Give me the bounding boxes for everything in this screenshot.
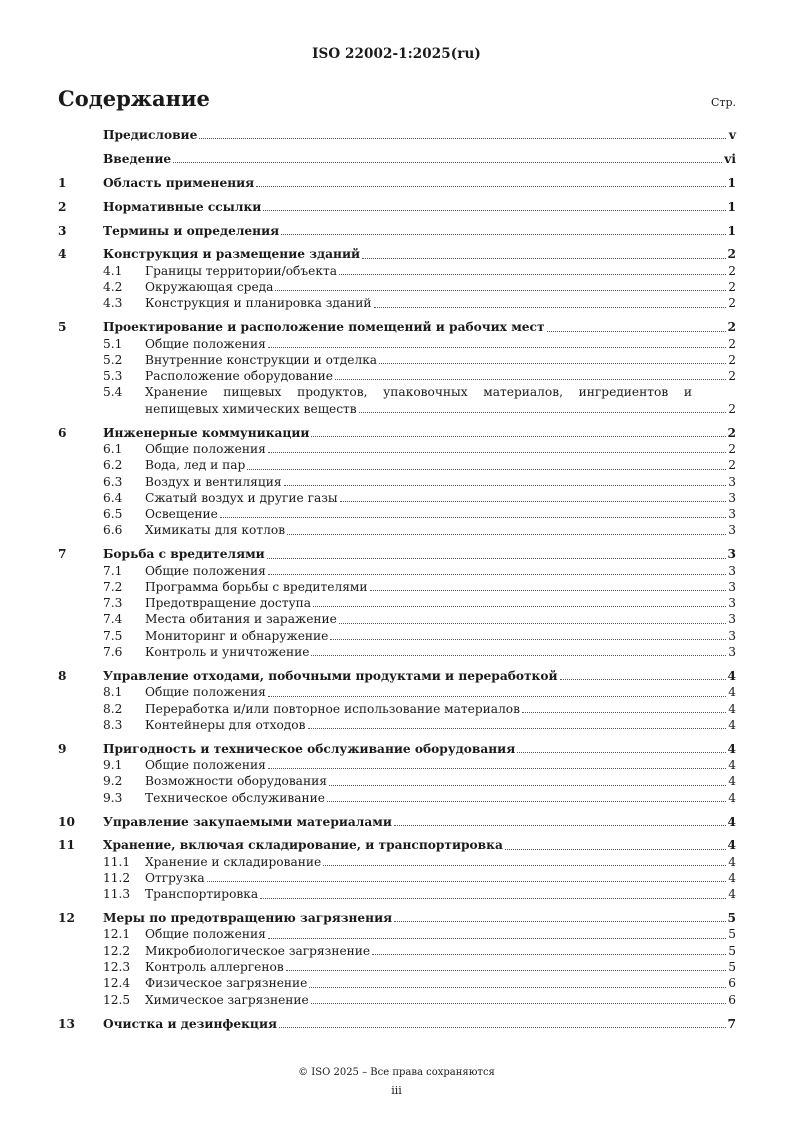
- dot-leader: [335, 379, 726, 380]
- dot-leader: [207, 881, 726, 882]
- toc-entry-number: 11.1: [103, 854, 131, 869]
- toc-entry[interactable]: [58, 854, 736, 870]
- dot-leader: [287, 534, 726, 535]
- toc-entry-title: Контейнеры для отходов: [145, 717, 306, 732]
- toc-entry-title: Внутренние конструкции и отделка: [145, 352, 378, 367]
- toc-entry-page: vi: [724, 151, 736, 166]
- toc-entry-number: 11.3: [103, 887, 131, 902]
- toc-entry-number: 4: [58, 247, 67, 262]
- toc-entry-page: 2: [728, 401, 736, 416]
- toc-entry[interactable]: [58, 263, 736, 279]
- dot-leader: [309, 987, 726, 988]
- toc-entry-page: 5: [728, 960, 736, 975]
- dot-leader: [268, 768, 726, 769]
- toc-entry[interactable]: [58, 668, 736, 684]
- toc-entry[interactable]: [58, 368, 736, 384]
- dot-leader: [323, 865, 726, 866]
- toc-entry-page: 7: [727, 1016, 736, 1031]
- toc-entry-page: 1: [727, 223, 736, 238]
- dot-leader: [313, 606, 726, 607]
- toc-entry-page: 4: [727, 668, 736, 683]
- dot-leader: [394, 825, 726, 826]
- toc-entry[interactable]: [58, 579, 736, 595]
- toc-entry[interactable]: [58, 701, 736, 717]
- toc-entry-title: Контроль и уничтожение: [145, 645, 310, 660]
- toc-entry-title: Управление отходами, побочными продуктами и переработкой: [103, 668, 558, 683]
- dot-leader: [267, 558, 726, 559]
- toc-entry-title: Программа борьбы с вредителями: [145, 579, 368, 594]
- toc-entry-number: 6.4: [103, 490, 123, 505]
- toc-entry-number: 12: [58, 911, 75, 926]
- toc-entry-title: Общие положения: [145, 563, 266, 578]
- toc-entry[interactable]: [58, 790, 736, 806]
- toc-entry[interactable]: [58, 943, 736, 959]
- toc-entry[interactable]: [58, 441, 736, 457]
- dot-leader: [359, 412, 726, 413]
- toc-entry-page: 2: [728, 296, 736, 311]
- footer-copyright: © ISO 2025 – Все права сохраняются: [298, 1067, 495, 1078]
- table-of-contents: [58, 127, 736, 1032]
- toc-entry-title: Управление закупаемыми материалами: [103, 814, 392, 829]
- dot-leader: [329, 785, 726, 786]
- toc-entry[interactable]: [58, 246, 736, 262]
- toc-entry-page: 2: [727, 425, 736, 440]
- toc-entry-number: 7.1: [103, 563, 123, 578]
- toc-entry-page: 2: [727, 320, 736, 335]
- toc-entry-page: 4: [728, 717, 736, 732]
- toc-entry-page: 4: [728, 774, 736, 789]
- toc-entry-number: 9: [58, 741, 67, 756]
- toc-entry-title: Окружающая среда: [145, 280, 274, 295]
- toc-entry[interactable]: [58, 741, 736, 757]
- toc-entry-number: 7.2: [103, 579, 123, 594]
- toc-entry-number: 5.3: [103, 369, 123, 384]
- toc-entry-number: 12.1: [103, 927, 131, 942]
- toc-entry[interactable]: [58, 127, 736, 143]
- toc-entry-title: Предотвращение доступа: [145, 596, 312, 611]
- toc-entry[interactable]: [58, 717, 736, 733]
- dot-leader: [340, 501, 726, 502]
- toc-entry-number: 7: [58, 547, 67, 562]
- dot-leader: [173, 162, 722, 163]
- toc-entry-number: 5: [58, 320, 67, 335]
- toc-entry-page: 4: [728, 685, 736, 700]
- toc-entry-page: 2: [728, 458, 736, 473]
- toc-entry[interactable]: [58, 1016, 736, 1032]
- toc-entry-title: Физическое загрязнение: [145, 976, 308, 991]
- toc-entry-title: Конструкция и размещение зданий: [103, 247, 361, 262]
- toc-entry-number: 4.3: [103, 296, 123, 311]
- toc-entry-title: Химикаты для котлов: [145, 523, 286, 538]
- toc-entry-page: 1: [727, 175, 736, 190]
- dot-leader: [281, 234, 725, 235]
- toc-entry-page: 3: [728, 474, 736, 489]
- toc-entry-title: Отгрузка: [145, 871, 205, 885]
- toc-entry[interactable]: [58, 175, 736, 191]
- toc-entry-title: Общие положения: [145, 927, 266, 942]
- toc-entry[interactable]: [58, 352, 736, 368]
- toc-entry-page: 1: [727, 199, 736, 214]
- page-column-label: Стр.: [710, 96, 736, 109]
- toc-entry-number: 6.3: [103, 474, 123, 489]
- toc-entry-title: Микробиологическое загрязнение: [145, 943, 371, 958]
- toc-entry-number: 11: [58, 838, 75, 853]
- toc-entry-title: Освещение: [145, 507, 218, 522]
- toc-entry-title: Инженерные коммуникации: [103, 425, 310, 440]
- toc-entry-number: 12.2: [103, 943, 131, 958]
- toc-entry-page: 4: [728, 758, 736, 773]
- toc-entry[interactable]: [58, 425, 736, 441]
- dot-leader: [263, 210, 725, 211]
- toc-entry-page: 3: [728, 523, 736, 538]
- dot-leader: [268, 696, 726, 697]
- toc-entry-title-continued: непищевых химических веществ: [145, 401, 357, 416]
- toc-entry-number: 11.2: [103, 871, 131, 885]
- toc-entry-number: 5.4: [103, 385, 123, 400]
- dot-leader: [308, 728, 727, 729]
- toc-entry[interactable]: [58, 975, 736, 991]
- toc-entry-page: 4: [728, 701, 736, 716]
- toc-entry-number: 9.3: [103, 790, 123, 805]
- dot-leader: [268, 938, 726, 939]
- dot-leader: [339, 623, 726, 624]
- toc-entry-page: 2: [728, 352, 736, 367]
- toc-entry[interactable]: [58, 814, 736, 830]
- dot-leader: [394, 921, 725, 922]
- toc-entry-title: Предисловие: [103, 128, 198, 142]
- toc-entry-title: Борьба с вредителями: [103, 547, 265, 562]
- dot-leader: [311, 1003, 726, 1004]
- toc-entry-number: 7.6: [103, 645, 123, 660]
- toc-entry-number: 8.2: [103, 701, 123, 716]
- footer-page-number: iii: [391, 1084, 402, 1097]
- dot-leader: [268, 574, 726, 575]
- dot-leader: [372, 954, 726, 955]
- toc-entry[interactable]: [58, 506, 736, 522]
- toc-title-row: [58, 86, 736, 111]
- dot-leader: [268, 347, 726, 348]
- toc-entry-page: 3: [728, 563, 736, 578]
- toc-entry[interactable]: [58, 457, 736, 473]
- dot-leader: [517, 752, 725, 753]
- toc-entry-number: 6.1: [103, 441, 123, 456]
- toc-entry-page: 3: [728, 612, 736, 627]
- toc-entry-page: 5: [728, 943, 736, 958]
- toc-entry-number: 7.5: [103, 628, 123, 643]
- toc-entry-title: Химическое загрязнение: [145, 992, 309, 1007]
- toc-entry-number: 6.2: [103, 458, 123, 473]
- dot-leader: [379, 363, 726, 364]
- dot-leader: [362, 258, 725, 259]
- toc-entry[interactable]: [58, 628, 736, 644]
- toc-entry-title: Хранение, включая складирование, и транспортировка: [103, 838, 503, 853]
- toc-entry-number: 7.3: [103, 596, 123, 611]
- toc-entry-page: 2: [728, 336, 736, 351]
- dot-leader: [199, 138, 726, 139]
- toc-entry[interactable]: [58, 522, 736, 538]
- toc-entry-page: 3: [728, 645, 736, 660]
- toc-entry-number: 4.1: [103, 263, 123, 278]
- toc-entry[interactable]: [58, 319, 736, 335]
- toc-entry-title: Контроль аллергенов: [145, 960, 284, 975]
- toc-entry-page: 2: [728, 441, 736, 456]
- toc-entry[interactable]: [58, 684, 736, 700]
- toc-entry-title: Введение: [103, 151, 172, 166]
- toc-entry-page: 3: [728, 579, 736, 594]
- toc-entry-title: Сжатый воздух и другие газы: [145, 490, 338, 505]
- toc-entry-title: Техническое обслуживание: [145, 790, 325, 805]
- toc-entry-number: 2: [58, 199, 67, 214]
- toc-entry-page: 6: [728, 976, 736, 991]
- toc-entry[interactable]: [58, 384, 736, 417]
- dot-leader: [370, 590, 726, 591]
- toc-title: Содержание: [58, 86, 210, 111]
- toc-entry[interactable]: [58, 563, 736, 579]
- toc-entry[interactable]: [58, 295, 736, 311]
- toc-entry-title: Переработка и/или повторное использование материалов: [145, 701, 521, 716]
- toc-entry-title: Транспортировка: [145, 887, 259, 902]
- toc-entry-page: 4: [728, 854, 736, 869]
- toc-entry-page: v: [728, 128, 736, 142]
- dot-leader: [311, 655, 726, 656]
- toc-entry-number: 12.5: [103, 992, 131, 1007]
- toc-entry[interactable]: [58, 546, 736, 562]
- dot-leader: [330, 639, 726, 640]
- toc-entry-page: 5: [727, 911, 736, 926]
- toc-entry[interactable]: [58, 992, 736, 1008]
- toc-entry[interactable]: [58, 926, 736, 942]
- toc-entry-number: 8.3: [103, 717, 123, 732]
- dot-leader: [220, 517, 726, 518]
- toc-entry[interactable]: [58, 490, 736, 506]
- toc-entry-number: 6: [58, 425, 67, 440]
- dot-leader: [560, 679, 726, 680]
- toc-entry-number: 4.2: [103, 280, 123, 295]
- dot-leader: [247, 469, 726, 470]
- toc-entry-title: Общие положения: [145, 441, 266, 456]
- toc-entry-page: 4: [727, 814, 736, 829]
- toc-entry-title: Места обитания и заражение: [145, 612, 337, 627]
- toc-entry-number: 9.1: [103, 758, 123, 773]
- toc-entry-page: 3: [728, 596, 736, 611]
- toc-entry-title: Область применения: [103, 175, 255, 190]
- toc-entry-title: Конструкция и планировка зданий: [145, 296, 372, 311]
- toc-entry[interactable]: [58, 644, 736, 660]
- toc-entry-title: Хранение и складирование: [145, 854, 322, 869]
- dot-leader: [284, 485, 726, 486]
- toc-entry[interactable]: [58, 336, 736, 352]
- toc-entry-page: 2: [728, 369, 736, 384]
- toc-entry-page: 4: [727, 741, 736, 756]
- toc-entry-title: Проектирование и расположение помещений и рабочих мест: [103, 320, 545, 335]
- document-id-header: ISO 22002-1:2025(ru): [312, 46, 481, 62]
- toc-entry-page: 4: [728, 887, 736, 902]
- toc-entry-number: 7.4: [103, 612, 123, 627]
- toc-entry[interactable]: [58, 611, 736, 627]
- toc-entry[interactable]: [58, 279, 736, 295]
- toc-entry-number: 5.2: [103, 352, 123, 367]
- dot-leader: [268, 452, 726, 453]
- toc-entry[interactable]: [58, 837, 736, 853]
- toc-entry-title: Границы территории/объекта: [145, 263, 337, 278]
- toc-entry-title: Общие положения: [145, 685, 266, 700]
- toc-entry-page: 3: [728, 490, 736, 505]
- toc-entry-title: Общие положения: [145, 336, 266, 351]
- toc-entry[interactable]: [58, 199, 736, 215]
- dot-leader: [339, 274, 726, 275]
- toc-entry-page: 5: [728, 927, 736, 942]
- toc-entry[interactable]: [58, 474, 736, 490]
- dot-leader: [279, 1027, 726, 1028]
- toc-entry[interactable]: [58, 151, 736, 167]
- dot-leader: [505, 849, 726, 850]
- dot-leader: [286, 970, 726, 971]
- toc-entry-page: 3: [727, 547, 736, 562]
- toc-entry-title: Расположение оборудование: [145, 369, 334, 384]
- toc-entry-number: 13: [58, 1016, 75, 1031]
- toc-entry-number: 6.5: [103, 507, 123, 522]
- toc-entry-number: 5.1: [103, 336, 123, 351]
- toc-entry-page: 2: [727, 247, 736, 262]
- toc-entry-page: 4: [727, 838, 736, 853]
- toc-entry-page: 4: [728, 871, 736, 885]
- dot-leader: [374, 307, 727, 308]
- toc-entry-number: 1: [58, 175, 67, 190]
- toc-entry-page: 3: [728, 628, 736, 643]
- toc-entry-title: Общие положения: [145, 758, 266, 773]
- toc-entry[interactable]: [58, 870, 736, 886]
- toc-entry-title: Очистка и дезинфекция: [103, 1016, 277, 1031]
- toc-entry-number: 8: [58, 668, 67, 683]
- dot-leader: [275, 290, 726, 291]
- toc-entry-page: 2: [728, 263, 736, 278]
- dot-leader: [260, 898, 726, 899]
- toc-entry[interactable]: [58, 223, 736, 239]
- toc-entry-page: 3: [728, 507, 736, 522]
- dot-leader: [311, 436, 725, 437]
- toc-entry-number: 10: [58, 814, 75, 829]
- toc-entry-number: 8.1: [103, 685, 123, 700]
- toc-entry[interactable]: [58, 886, 736, 902]
- toc-entry[interactable]: [58, 773, 736, 789]
- toc-entry-number: 12.3: [103, 960, 131, 975]
- toc-entry-page: 6: [728, 992, 736, 1007]
- toc-entry-title: Хранение пищевых продуктов, упаковочных материалов, ингредиентов и: [145, 385, 692, 400]
- toc-entry-number: 6.6: [103, 523, 123, 538]
- toc-entry[interactable]: [58, 959, 736, 975]
- toc-entry-page: 4: [728, 790, 736, 805]
- dot-leader: [327, 801, 726, 802]
- toc-entry-page: 2: [728, 280, 736, 295]
- toc-entry[interactable]: [58, 910, 736, 926]
- toc-entry-title: Воздух и вентиляция: [145, 474, 282, 489]
- toc-entry-title: Меры по предотвращению загрязнения: [103, 911, 393, 926]
- dot-leader: [547, 331, 726, 332]
- toc-entry-title: Мониторинг и обнаружение: [145, 628, 329, 643]
- toc-entry-number: 9.2: [103, 774, 123, 789]
- toc-entry-title: Термины и определения: [103, 223, 280, 238]
- toc-entry-number: 12.4: [103, 976, 131, 991]
- toc-entry[interactable]: [58, 757, 736, 773]
- toc-entry-title: Нормативные ссылки: [103, 199, 262, 214]
- dot-leader: [256, 186, 725, 187]
- toc-entry-title: Вода, лед и пар: [145, 458, 246, 473]
- toc-entry-number: 3: [58, 223, 67, 238]
- toc-entry-title: Пригодность и техническое обслуживание оборудования: [103, 741, 516, 756]
- toc-entry-title: Возможности оборудования: [145, 774, 327, 789]
- dot-leader: [522, 712, 726, 713]
- toc-entry[interactable]: [58, 595, 736, 611]
